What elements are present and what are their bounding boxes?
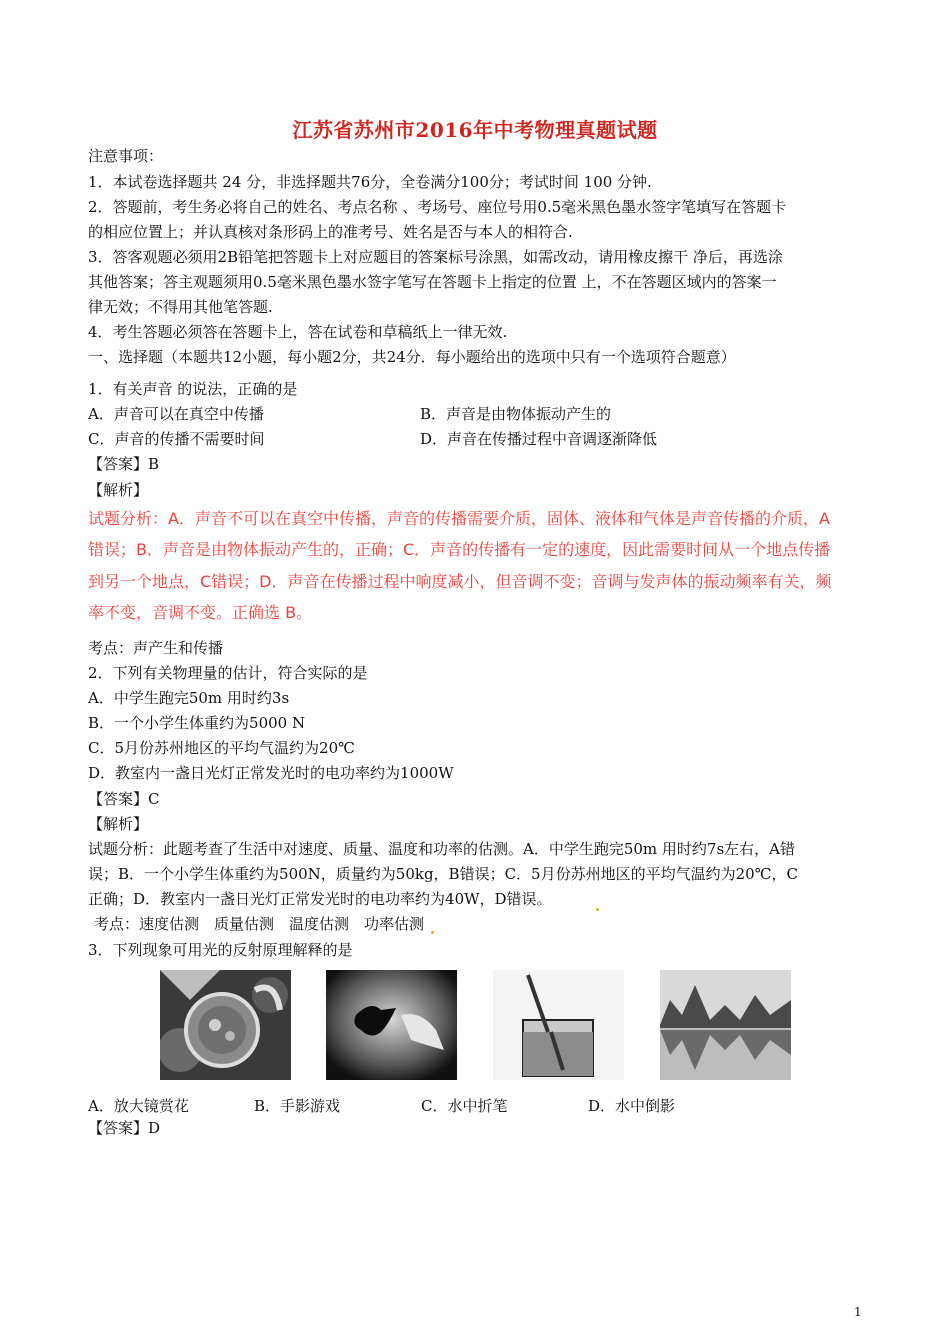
analysis-text: 正确；D．教室内一盏日光灯正常发光时的电功率约为40W，D错误。 [88, 890, 552, 908]
notice-item: 3．答客观题必须用2B铅笔把答题卡上对应题目的答案标号涂黑，如需改动，请用橡皮擦干 净后，再选涂 [88, 248, 783, 266]
option-b: B．一个小学生体重约为5000 N [88, 714, 306, 732]
option-c: C．声音的传播不需要时间 [88, 430, 265, 448]
option-c: C．5月份苏州地区的平均气温约为20℃ [88, 739, 355, 757]
question-stem: 3．下列现象可用光的反射原理解释的是 [88, 941, 353, 959]
option-b: B．手影游戏 [254, 1097, 341, 1115]
analysis-text: 率不变，音调不变。正确选 B。 [88, 603, 313, 622]
answer-label: 【答案】B [88, 455, 160, 473]
page-number: 1 [854, 1305, 862, 1319]
option-a: A．放大镜赏花 [88, 1097, 189, 1115]
analysis-text: 试题分析：此题考查了生活中对速度、质量、温度和功率的估测。A．中学生跑完50m 用时约7s左右，A错 [88, 840, 795, 858]
notice-item: 4．考生答题必须答在答题卡上，答在试卷和草稿纸上一律无效. [88, 323, 508, 341]
option-b: B．声音是由物体振动产生的 [420, 405, 612, 423]
option-d: D．教室内一盏日光灯正常发光时的电功率约为1000W [88, 764, 454, 782]
analysis-text: 试题分析：A．声音不可以在真空中传播，声音的传播需要介质，固体、液体和气体是声音传播的介质，A [88, 509, 830, 528]
notice-item: 律无效；不得用其他笔答题. [88, 298, 273, 316]
page-title: 江苏省苏州市2016年中考物理真题试题 [292, 118, 658, 142]
analysis-text: 误；B．一个小学生体重约为500N，质量约为50kg，B错误；C．5月份苏州地区的平均气温约为20℃，C [88, 865, 798, 883]
notice-item: 2．答题前，考生务必将自己的姓名、考点名称 、考场号、座位号用0.5毫米黑色墨水签字笔填写在答题卡 [88, 198, 787, 216]
notice-heading: 注意事项： [88, 147, 164, 165]
water-reflection-photo [660, 970, 791, 1080]
hand-shadow-photo [326, 970, 457, 1080]
option-c: C．水中折笔 [421, 1097, 508, 1115]
knowledge-point: 考点：声产生和传播 [88, 639, 224, 657]
option-a: A．声音可以在真空中传播 [88, 405, 264, 423]
analysis-label: 【解析】 [88, 815, 149, 833]
notice-item: 1．本试卷选择题共 24 分，非选择题共76分，全卷满分100分；考试时间 100 分钟. [88, 173, 652, 191]
option-d: D．声音在传播过程中音调逐渐降低 [420, 430, 658, 448]
question-stem: 1．有关声音 的说法，正确的是 [88, 380, 298, 398]
answer-label: 【答案】C [88, 790, 160, 808]
notice-item: 其他答案；答主观题须用0.5毫米黑色墨水签字笔写在答题卡上指定的位置 上，不在答题区域内的答案一 [88, 273, 777, 291]
knowledge-point: 考点：速度估测 质量估测 温度估测 功率估测 [94, 915, 425, 933]
analysis-label: 【解析】 [88, 481, 149, 499]
notice-item: 的相应位置上；并认真核对条形码上的准考号、姓名是否与本人的相符合. [88, 223, 573, 241]
magnifier-flower-photo [160, 970, 291, 1080]
analysis-text: 到另一个地点，C错误；D．声音在传播过程中响度减小，但音调不变；音调与发声体的振动频率有关，频 [88, 572, 832, 591]
stray-mark [596, 908, 599, 911]
question-images [160, 970, 800, 1082]
option-a: A．中学生跑完50m 用时约3s [88, 689, 290, 707]
analysis-text: 错误；B．声音是由物体振动产生的，正确；C．声音的传播有一定的速度，因此需要时间从一个地点传播 [88, 540, 831, 559]
answer-label: 【答案】D [88, 1119, 161, 1137]
section-title: 一、选择题（本题共12小题，每小题2分，共24分．每小题给出的选项中只有一个选项符合题意） [88, 348, 736, 366]
question-stem: 2．下列有关物理量的估计，符合实际的是 [88, 664, 368, 682]
pencil-in-water-photo [493, 970, 624, 1080]
stray-mark [431, 931, 434, 934]
option-d: D．水中倒影 [588, 1097, 676, 1115]
